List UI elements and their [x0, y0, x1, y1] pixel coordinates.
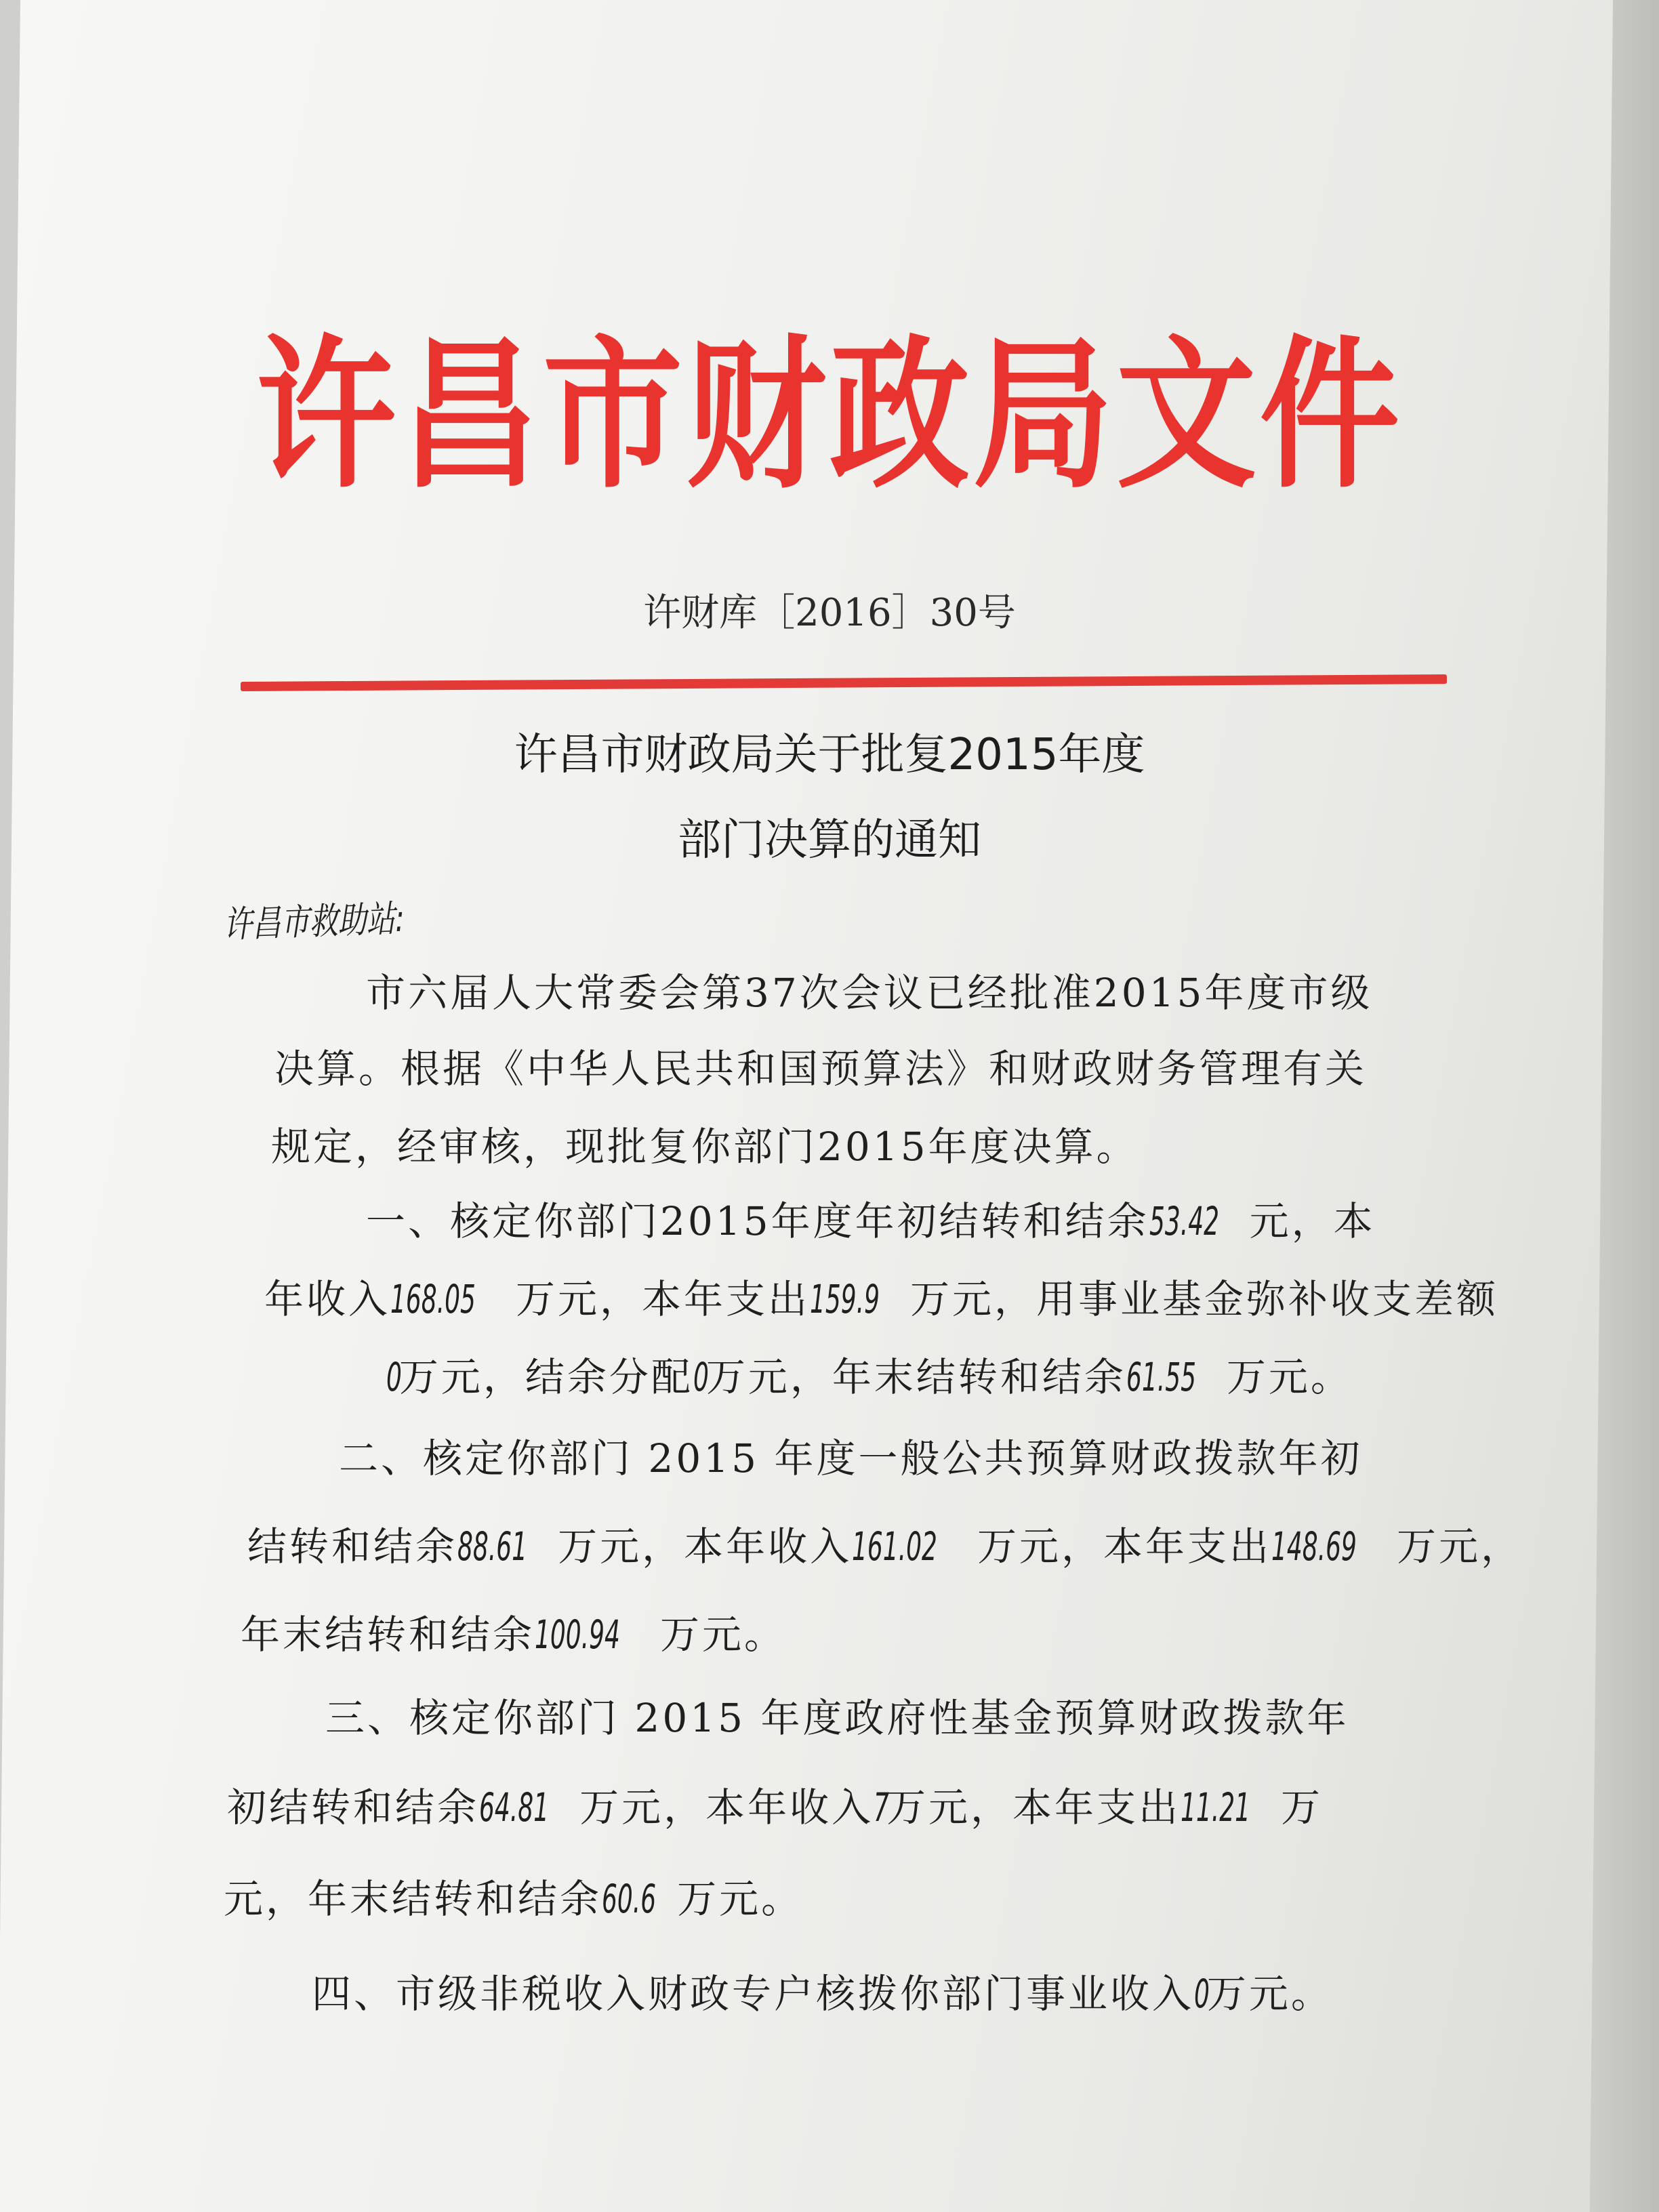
intro-line-1: 市六届人大常委会第37次会议已经批准2015年度市级 [366, 970, 1373, 1016]
p2-line-1: 二、核定你部门 2015 年度一般公共预算财政拨款年初 [339, 1435, 1363, 1481]
p3-income-value: 7 [874, 1784, 889, 1830]
p3-yearend-value: 60.6 [602, 1876, 657, 1922]
masthead-title: 许昌市财政局文件 [255, 321, 1404, 510]
p3-line-1: 三、核定你部门 2015 年度政府性基金预算财政拨款年 [325, 1695, 1349, 1741]
p1-income-value: 168.05 [390, 1276, 476, 1322]
p1-yearend-value: 61.55 [1126, 1354, 1196, 1400]
p1-fund-offset-value: 0 [386, 1354, 402, 1400]
handwritten-salutation: 许昌市救助站: [223, 897, 405, 946]
p3-carryover-value: 64.81 [479, 1784, 549, 1830]
p3-expense-value: 11.21 [1181, 1784, 1250, 1830]
intro-line-3: 规定，经审核，现批复你部门2015年度决算。 [271, 1124, 1139, 1170]
p1-line-2: 年收入168.05 万元，本年支出159.9 万元，用事业基金弥补收支差额 [264, 1276, 1499, 1322]
p2-yearend-value: 100.94 [535, 1612, 620, 1658]
document-number: 许财库［2016］30号 [643, 591, 1016, 635]
p2-carryover-value: 88.61 [457, 1523, 527, 1570]
notice-title-line1: 许昌市财政局关于批复2015年度 [514, 730, 1145, 780]
p1-distribution-value: 0 [693, 1354, 709, 1400]
p3-line-3: 元，年末结转和结余60.6 万元。 [224, 1876, 804, 1922]
intro-line-2: 决算。根据《中华人民共和国预算法》和财政财务管理有关 [274, 1046, 1368, 1092]
p2-expense-value: 148.69 [1271, 1523, 1357, 1570]
p2-income-value: 161.02 [852, 1523, 937, 1570]
p1-line-3: 0万元，结余分配0万元，年末结转和结余61.55 万元。 [386, 1354, 1353, 1400]
p1-expense-value: 159.9 [809, 1276, 880, 1322]
p4-line-1: 四、市级非税收入财政专户核拨你部门事业收入0万元。 [312, 1971, 1333, 2017]
notice-title-line2: 部门决算的通知 [678, 815, 981, 865]
p4-nontax-value: 0 [1194, 1971, 1210, 2017]
p1-carryover-value: 53.42 [1149, 1198, 1219, 1244]
p3-line-2: 初结转和结余64.81 万元，本年收入7万元，本年支出11.21 万 [227, 1784, 1324, 1830]
p1-line-1: 一、核定你部门2015年度年初结转和结余53.42 元，本 [366, 1198, 1376, 1244]
p2-line-2: 结转和结余88.61 万元，本年收入161.02 万元，本年支出148.69 万元， [247, 1523, 1523, 1570]
p2-line-3: 年末结转和结余100.94 万元。 [241, 1612, 786, 1658]
